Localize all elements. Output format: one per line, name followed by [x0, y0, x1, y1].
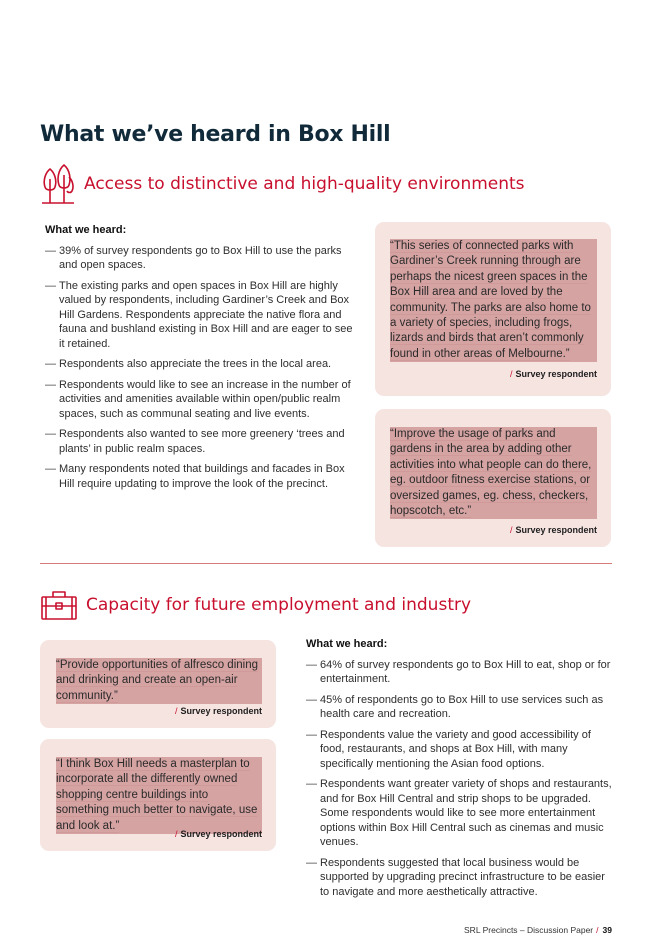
list-item: — 64% of survey respondents go to Box Hill to eat, shop or for entertainment.	[306, 658, 612, 687]
trees-icon	[40, 163, 76, 205]
quote-attribution: / Survey respondent	[509, 369, 597, 379]
quote-card	[40, 739, 276, 851]
list-item: — Respondents would like to see an increase in the number of activities and amenities available within open/public realm spaces, such as communal seating and live events.	[45, 378, 357, 422]
section-1-title: Access to distinctive and high-quality environments	[84, 174, 525, 194]
page-number: 39	[602, 925, 612, 935]
section-2-header	[40, 589, 471, 621]
footer-doc-title: SRL Precincts – Discussion Paper	[464, 925, 594, 935]
attribution-text: Survey respondent	[180, 706, 262, 716]
list-item: — Respondents want greater variety of shops and restaurants, and for Box Hill Central and strip shops to be upgraded. Some respondents would like to see more entertainment options within Box Hill Central such as cinemas and music venues.	[306, 777, 612, 850]
quote-card	[375, 409, 611, 547]
heard-list	[45, 244, 357, 492]
quote-attribution: / Survey respondent	[509, 525, 597, 535]
quote-attribution: / Survey respondent	[174, 706, 262, 716]
page-footer: SRL Precincts – Discussion Paper / 39	[464, 925, 612, 935]
what-we-heard-label: What we heard:	[45, 224, 127, 236]
heard-list	[306, 658, 612, 900]
attribution-text: Survey respondent	[180, 829, 262, 839]
briefcase-icon	[40, 589, 78, 621]
quote-text: “I think Box Hill needs a masterplan to incorporate all the differently owned shopping centre buildings into something much better to navigate, use and look at.”	[56, 758, 258, 832]
list-item: — 45% of respondents go to Box Hill to use services such as health care and recreation.	[306, 693, 612, 722]
quote-text: “This series of connected parks with Gardiner’s Creek running through are perhaps the nicest green spaces in the Box Hill area and are loved by the community. The parks are also home to a variety of species, including frogs, lizards and birds that aren’t commonly found in other areas of Melbourne.”	[390, 240, 591, 360]
section-1-header	[40, 163, 525, 205]
list-item: — The existing parks and open spaces in Box Hill are highly valued by respondents, including Gardiner’s Creek and Box Hill Gardens. Respondents appreciate the native flora and fauna and bushland existing in Box Hill and are eager to see it retained.	[45, 279, 357, 352]
section-2-what-we-heard	[306, 637, 612, 905]
section-2-title: Capacity for future employment and industry	[86, 595, 472, 615]
attribution-text: Survey respondent	[515, 369, 597, 379]
page-title: What we’ve heard in Box Hill	[40, 122, 391, 147]
list-item: — 39% of survey respondents go to Box Hill to use the parks and open spaces.	[45, 244, 357, 273]
attribution-text: Survey respondent	[515, 525, 597, 535]
list-item: — Respondents also appreciate the trees in the local area.	[45, 357, 357, 372]
quote-attribution: / Survey respondent	[174, 829, 262, 839]
list-item: — Respondents value the variety and good accessibility of food, restaurants, and shops at Box Hill, with many specifically mentioning the Asian food options.	[306, 728, 612, 772]
list-item: — Respondents also wanted to see more greenery ‘trees and plants’ in public realm spaces.	[45, 427, 357, 456]
section-1-what-we-heard	[45, 223, 357, 497]
quote-text: “Provide opportunities of alfresco dining and drinking and create an open-air community.”	[56, 659, 259, 702]
what-we-heard-label: What we heard:	[306, 638, 388, 650]
quote-text: “Improve the usage of parks and gardens in the area by adding other activities into what people can do there, eg. outdoor fitness exercise stations, or oversized games, eg. chess, checkers, hopscotch, etc.”	[390, 428, 592, 518]
quote-card	[375, 222, 611, 396]
quote-card	[40, 640, 276, 728]
list-item: — Many respondents noted that buildings and facades in Box Hill require updating to improve the look of the precinct.	[45, 462, 357, 491]
section-divider	[40, 563, 612, 564]
list-item: — Respondents suggested that local business would be supported by upgrading precinct infrastructure to be easier to navigate and more aesthetically attractive.	[306, 856, 612, 900]
